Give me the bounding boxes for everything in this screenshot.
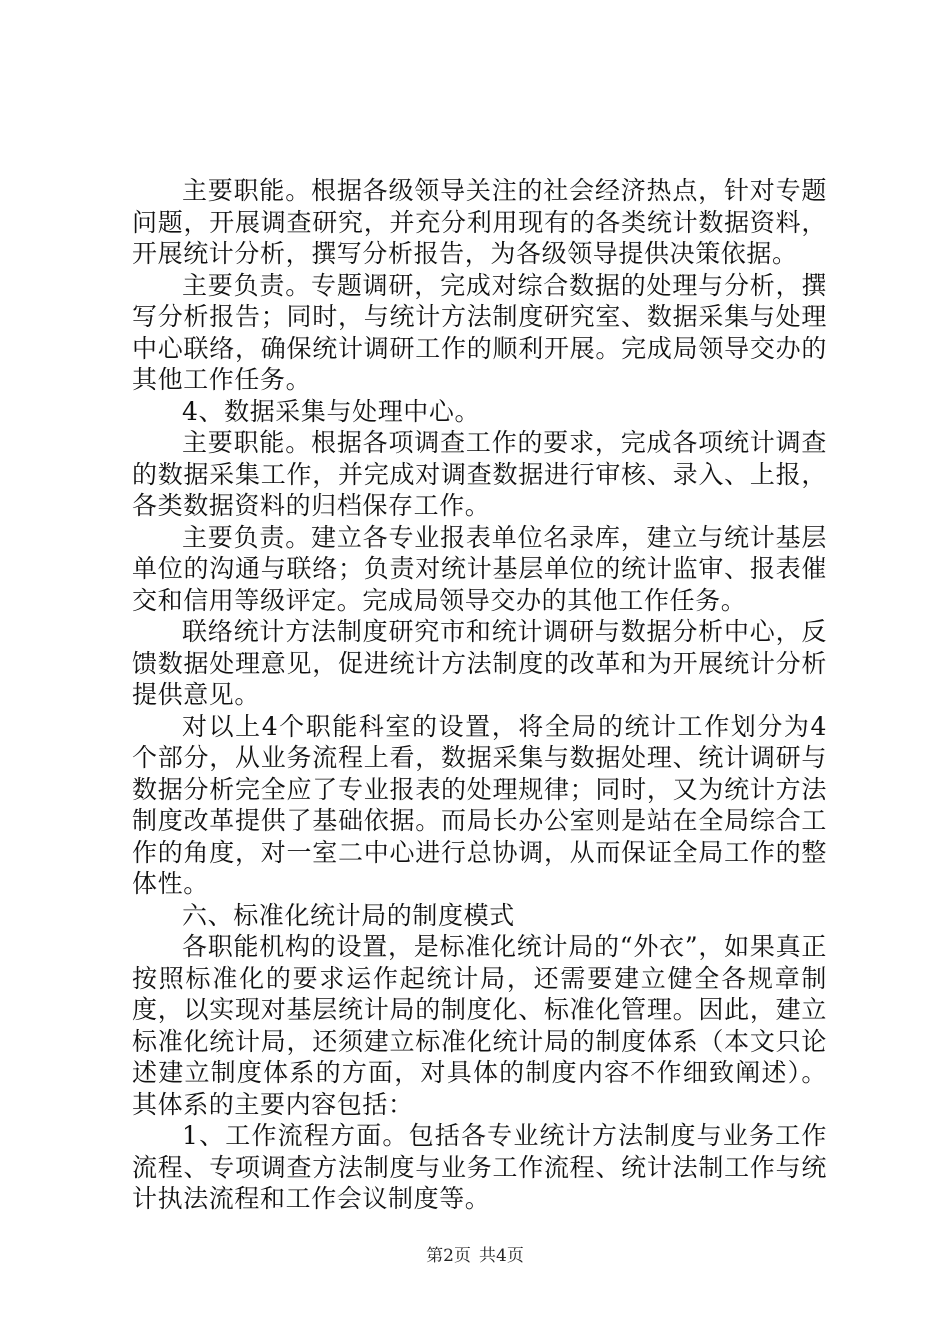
paragraph-system-model: 各职能机构的设置，是标准化统计局的“外衣”，如果真正按照标准化的要求运作起统计局，还需要建立健全各规章制度，以实现对基层统计局的制度化、标准化管理。因此，建立标准化统计局，还须建立标准化统计局的制度体系（本文只论述建立制度体系的方面，对具体的制度内容不作细致阐述）。其体系的主要内容包括： — [132, 932, 827, 1119]
page-footer — [0, 1244, 950, 1268]
page-total: 共4页 — [479, 1246, 524, 1266]
paragraph-liaison: 联络统计方法制度研究市和统计调研与数据分析中心，反馈数据处理意见，促进统计方法制度的改革和为开展统计分析提供意见。 — [132, 617, 827, 709]
page-number: 第2页 — [426, 1246, 471, 1266]
paragraph-workflow: 1、工作流程方面。包括各专业统计方法制度与业务工作流程、专项调查方法制度与业务工作流程、统计法制工作与统计执法流程和工作会议制度等。 — [132, 1121, 827, 1213]
paragraph-research-responsibilities: 主要负责。专题调研，完成对综合数据的处理与分析，撰写分析报告；同时，与统计方法制度研究室、数据采集与处理中心联络，确保统计调研工作的顺利开展。完成局领导交办的其他工作任务。 — [132, 270, 827, 394]
section-heading-system-model: 六、标准化统计局的制度模式 — [182, 900, 515, 930]
section-heading-data-center: 4、数据采集与处理中心。 — [182, 396, 481, 426]
paragraph-data-center-functions: 主要职能。根据各项调查工作的要求，完成各项统计调查的数据采集工作，并完成对调查数据进行审核、录入、上报，各类数据资料的归档保存工作。 — [132, 428, 827, 520]
paragraph-research-functions: 主要职能。根据各级领导关注的社会经济热点，针对专题问题，开展调查研究，并充分利用现有的各类统计数据资料，开展统计分析，撰写分析报告，为各级领导提供决策依据。 — [132, 176, 827, 268]
document-body — [132, 175, 827, 1215]
paragraph-summary: 对以上4个职能科室的设置，将全局的统计工作划分为4个部分，从业务流程上看，数据采集与数据处理、统计调研与数据分析完全应了专业报表的处理规律；同时，又为统计方法制度改革提供了基础依据。而局长办公室则是站在全局综合工作的角度，对一室二中心进行总协调，从而保证全局工作的整体性。 — [132, 711, 827, 898]
paragraph-data-center-responsibilities: 主要负责。建立各专业报表单位名录库，建立与统计基层单位的沟通与联络；负责对统计基层单位的统计监审、报表催交和信用等级评定。完成局领导交办的其他工作任务。 — [132, 522, 827, 615]
